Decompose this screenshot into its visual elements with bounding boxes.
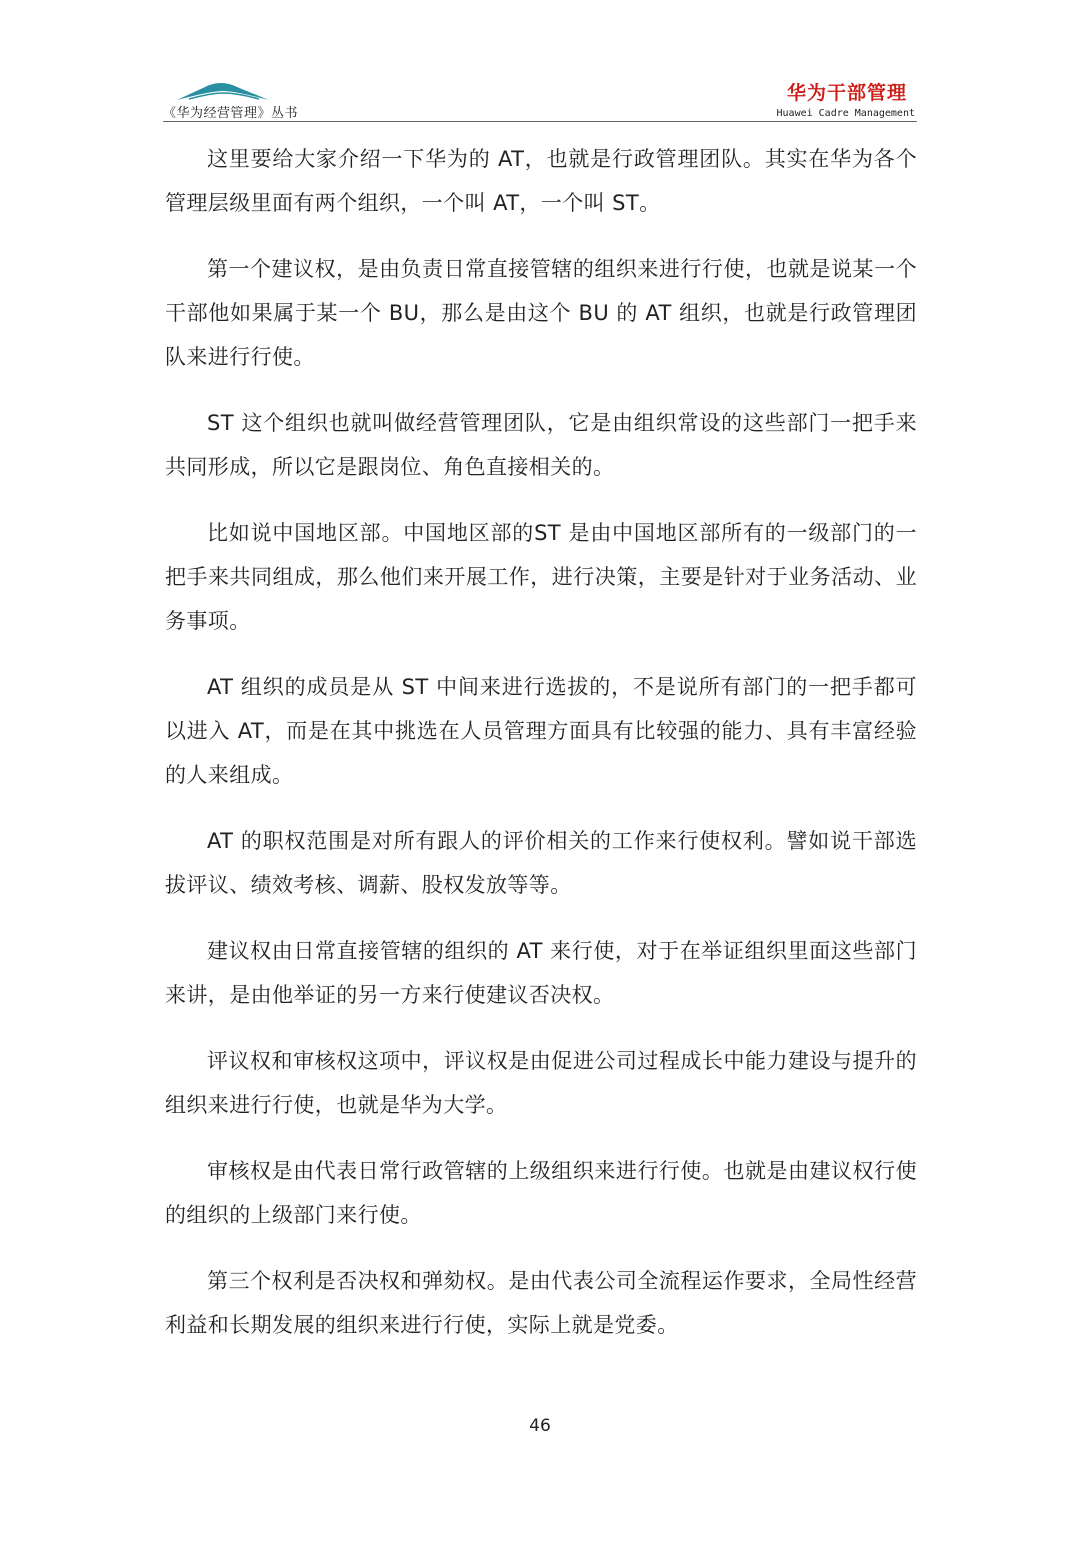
paragraph: ST 这个组织也就叫做经营管理团队，它是由组织常设的这些部门一把手来共同形成，所以它是跟岗位、角色直接相关的。	[165, 411, 917, 479]
paragraph: 这里要给大家介绍一下华为的 AT，也就是行政管理团队。其实在华为各个管理层级里面有两个组织，一个叫 AT，一个叫 ST。	[165, 147, 917, 215]
page-header	[163, 78, 917, 122]
paragraph: 评议权和审核权这项中，评议权是由促进公司过程成长中能力建设与提升的组织来进行行使，也就是华为大学。	[165, 1049, 917, 1117]
series-title: 《华为经营管理》丛书	[163, 106, 299, 121]
paragraph: 第一个建议权，是由负责日常直接管辖的组织来进行行使，也就是说某一个干部他如果属于某一个 BU，那么是由这个 BU 的 AT 组织，也就是行政管理团队来进行行使。	[165, 257, 917, 369]
body-text	[165, 137, 917, 1369]
page-number: 46	[529, 1416, 551, 1436]
paragraph: 比如说中国地区部。中国地区部的ST 是由中国地区部所有的一级部门的一把手来共同组成，那么他们来开展工作，进行决策，主要是针对于业务活动、业务事项。	[165, 521, 917, 633]
paragraph: AT 组织的成员是从 ST 中间来进行选拔的，不是说所有部门的一把手都可以进入 AT，而是在其中挑选在人员管理方面具有比较强的能力、具有丰富经验的人来组成。	[165, 675, 917, 787]
paragraph: 建议权由日常直接管辖的组织的 AT 来行使，对于在举证组织里面这些部门来讲，是由他举证的另一方来行使建议否决权。	[165, 939, 917, 1007]
brand-title: 华为干部管理	[786, 82, 907, 104]
paragraph: 第三个权利是否决权和弹劾权。是由代表公司全流程运作要求，全局性经营利益和长期发展的组织来进行行使，实际上就是党委。	[165, 1269, 917, 1337]
paragraph: 审核权是由代表日常行政管辖的上级组织来进行行使。也就是由建议权行使的组织的上级部门来行使。	[165, 1159, 917, 1227]
brand-subtitle: Huawei Cadre Management	[776, 108, 915, 119]
paragraph: AT 的职权范围是对所有跟人的评价相关的工作来行使权利。譬如说干部选拔评议、绩效考核、调薪、股权发放等等。	[165, 829, 917, 897]
header-divider	[163, 121, 917, 122]
mountain-logo-icon	[175, 78, 271, 102]
